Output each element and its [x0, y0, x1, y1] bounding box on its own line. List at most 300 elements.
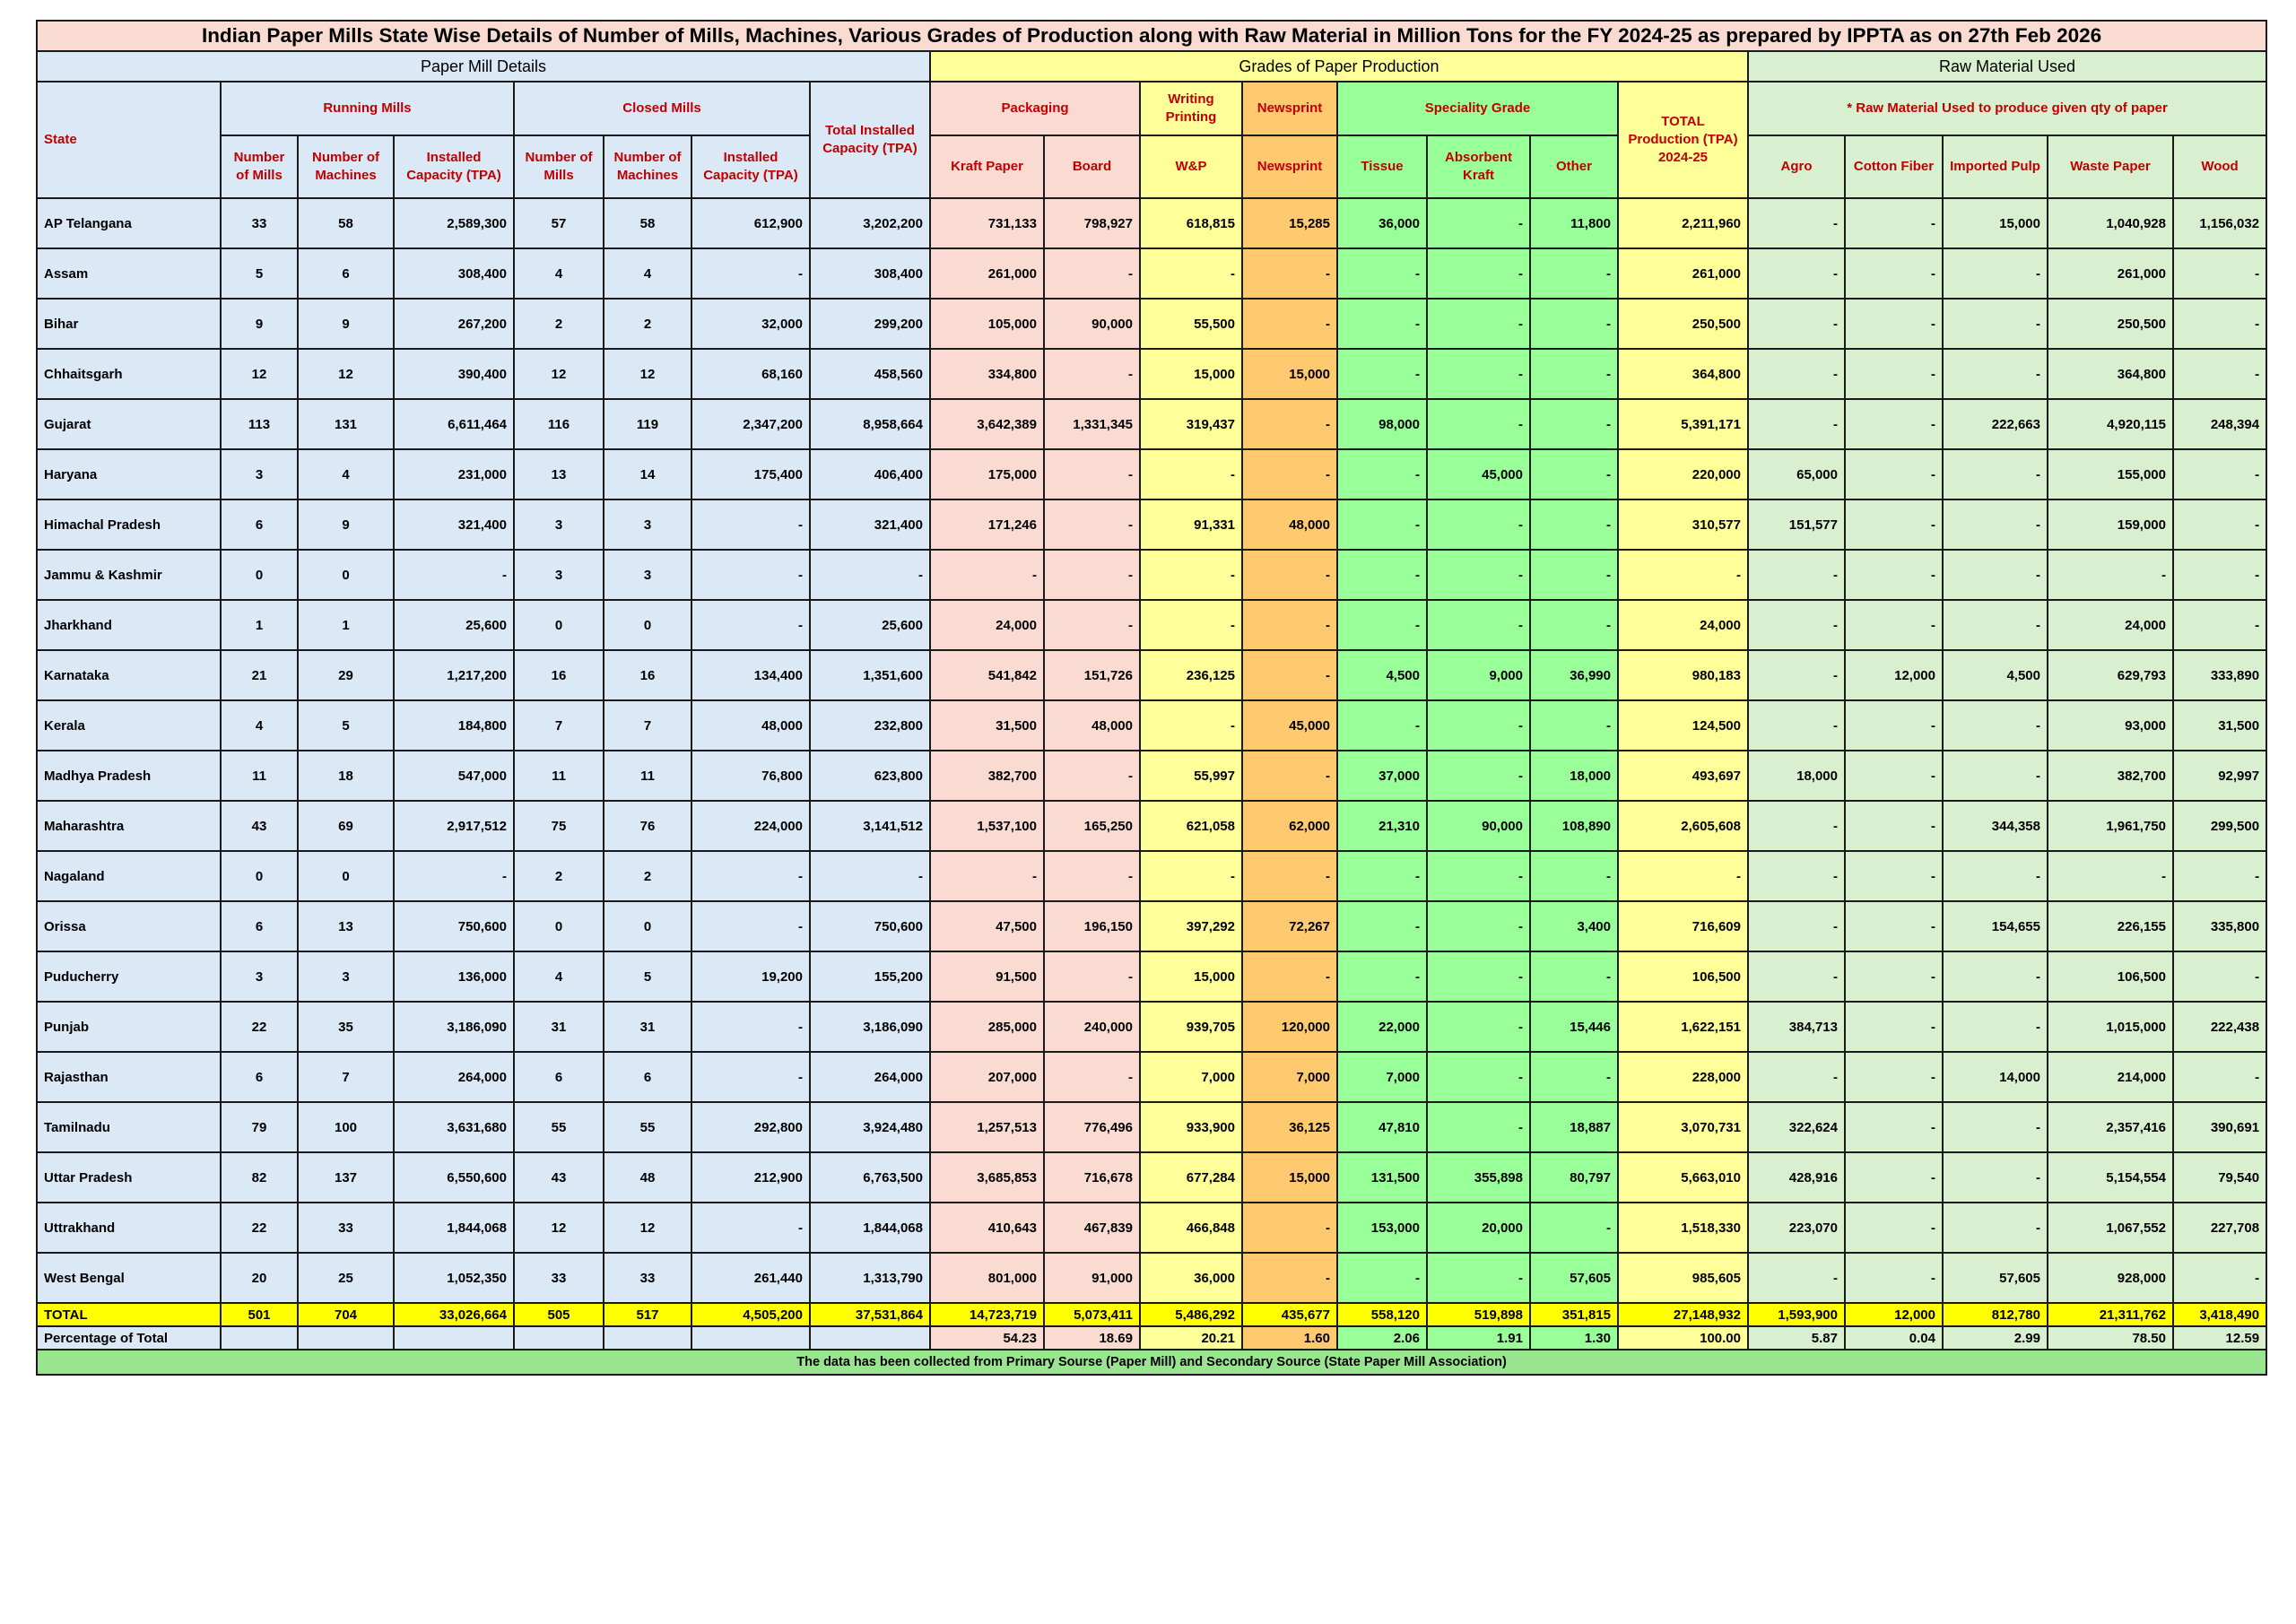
table-cell: 1,257,513 — [930, 1102, 1044, 1152]
table-cell: 19,200 — [691, 951, 810, 1002]
header-wp: W&P — [1140, 135, 1242, 198]
table-cell: 65,000 — [1748, 449, 1845, 499]
table-cell: 1,518,330 — [1618, 1203, 1748, 1253]
header-running-num-machines: Number of Machines — [298, 135, 394, 198]
table-cell: 18,887 — [1530, 1102, 1618, 1152]
table-cell: 90,000 — [1427, 801, 1530, 851]
table-cell: 1,844,068 — [810, 1203, 930, 1253]
table-cell: 3 — [514, 499, 604, 550]
table-cell: - — [691, 1052, 810, 1102]
header-closed-num-mills: Number of Mills — [514, 135, 604, 198]
table-cell: 105,000 — [930, 299, 1044, 349]
table-cell: 151,726 — [1044, 650, 1140, 700]
header-closed-installed-capacity: Installed Capacity (TPA) — [691, 135, 810, 198]
table-cell: - — [1530, 951, 1618, 1002]
table-cell: 355,898 — [1427, 1152, 1530, 1203]
group-raw-material-used: Raw Material Used — [1748, 51, 2266, 82]
table-cell: - — [1943, 700, 2048, 751]
table-cell: 108,890 — [1530, 801, 1618, 851]
table-cell: 3,202,200 — [810, 198, 930, 248]
table-cell: 91,331 — [1140, 499, 1242, 550]
table-cell: 364,800 — [1618, 349, 1748, 399]
table-cell: 812,780 — [1943, 1303, 2048, 1326]
table-row — [37, 801, 2266, 851]
table-cell: 134,400 — [691, 650, 810, 700]
table-cell: 1,052,350 — [394, 1253, 514, 1303]
state-name-cell: Kerala — [37, 700, 221, 751]
table-cell: 397,292 — [1140, 901, 1242, 951]
table-row — [37, 650, 2266, 700]
table-cell — [394, 1326, 514, 1350]
table-cell: 933,900 — [1140, 1102, 1242, 1152]
table-cell: 207,000 — [930, 1052, 1044, 1102]
table-cell: - — [1943, 1203, 2048, 1253]
table-cell: - — [1427, 851, 1530, 901]
table-cell: 4 — [221, 700, 298, 751]
table-cell: - — [1427, 600, 1530, 650]
table-cell: - — [691, 499, 810, 550]
percentage-row — [37, 1326, 2266, 1350]
table-cell: 14,723,719 — [930, 1303, 1044, 1326]
table-cell: 467,839 — [1044, 1203, 1140, 1253]
table-cell: - — [1530, 399, 1618, 449]
table-cell: 1,622,151 — [1618, 1002, 1748, 1052]
header-running-mills: Running Mills — [221, 82, 514, 135]
table-cell: - — [1845, 198, 1943, 248]
table-cell: 33,026,664 — [394, 1303, 514, 1326]
table-cell: 228,000 — [1618, 1052, 1748, 1102]
table-cell: 33 — [604, 1253, 691, 1303]
table-cell: 3,418,490 — [2173, 1303, 2266, 1326]
table-cell: 14 — [604, 449, 691, 499]
table-cell: 4 — [604, 248, 691, 299]
table-cell: - — [2173, 449, 2266, 499]
table-cell: 351,815 — [1530, 1303, 1618, 1326]
table-cell: - — [2173, 1253, 2266, 1303]
table-cell: 3,186,090 — [394, 1002, 514, 1052]
table-cell: 31,500 — [930, 700, 1044, 751]
table-cell: 153,000 — [1337, 1203, 1427, 1253]
table-cell: 119 — [604, 399, 691, 449]
table-row — [37, 550, 2266, 600]
table-cell: 435,677 — [1242, 1303, 1337, 1326]
table-cell: - — [1337, 550, 1427, 600]
table-cell: - — [1044, 951, 1140, 1002]
table-cell: 222,438 — [2173, 1002, 2266, 1052]
table-cell: 6,611,464 — [394, 399, 514, 449]
table-cell: 48,000 — [1242, 499, 1337, 550]
table-cell: 15,000 — [1943, 198, 2048, 248]
header-kraft-paper: Kraft Paper — [930, 135, 1044, 198]
table-cell: 240,000 — [1044, 1002, 1140, 1052]
table-cell: 18,000 — [1748, 751, 1845, 801]
table-cell: 6 — [604, 1052, 691, 1102]
table-cell: 3 — [221, 449, 298, 499]
header-total-installed-capacity: Total Installed Capacity (TPA) — [810, 82, 930, 198]
table-cell: 4,505,200 — [691, 1303, 810, 1326]
table-cell: - — [1427, 700, 1530, 751]
state-name-cell: Tamilnadu — [37, 1102, 221, 1152]
table-cell: 106,500 — [1618, 951, 1748, 1002]
state-name-cell: Karnataka — [37, 650, 221, 700]
table-cell: 116 — [514, 399, 604, 449]
table-cell: 1,040,928 — [2048, 198, 2173, 248]
table-cell: 12 — [604, 1203, 691, 1253]
table-cell: 45,000 — [1427, 449, 1530, 499]
table-cell: 384,713 — [1748, 1002, 1845, 1052]
table-cell: - — [1943, 951, 2048, 1002]
table-cell: 0 — [604, 600, 691, 650]
table-cell: 677,284 — [1140, 1152, 1242, 1203]
table-cell: 410,643 — [930, 1203, 1044, 1253]
table-cell: - — [1044, 751, 1140, 801]
table-cell: 335,800 — [2173, 901, 2266, 951]
table-cell: 7 — [298, 1052, 394, 1102]
table-cell: 333,890 — [2173, 650, 2266, 700]
table-cell: 57,605 — [1530, 1253, 1618, 1303]
table-cell: 4 — [514, 951, 604, 1002]
table-cell: 0 — [604, 901, 691, 951]
table-cell: - — [1140, 550, 1242, 600]
table-cell: 344,358 — [1943, 801, 2048, 851]
table-cell: 299,500 — [2173, 801, 2266, 851]
table-cell: 9,000 — [1427, 650, 1530, 700]
table-cell: - — [691, 851, 810, 901]
table-cell: 285,000 — [930, 1002, 1044, 1052]
table-cell: 21,311,762 — [2048, 1303, 2173, 1326]
table-cell: - — [1242, 449, 1337, 499]
table-cell: 113 — [221, 399, 298, 449]
table-cell: 5.87 — [1748, 1326, 1845, 1350]
table-cell: 2 — [514, 851, 604, 901]
header-raw-material-note: * Raw Material Used to produce given qty of paper — [1748, 82, 2266, 135]
table-row — [37, 600, 2266, 650]
table-cell: 2,917,512 — [394, 801, 514, 851]
table-cell: - — [1530, 1052, 1618, 1102]
table-cell: 750,600 — [810, 901, 930, 951]
table-cell: 0 — [514, 600, 604, 650]
table-cell: 250,500 — [2048, 299, 2173, 349]
table-cell: - — [1943, 1152, 2048, 1203]
table-row — [37, 299, 2266, 349]
table-cell: 58 — [604, 198, 691, 248]
table-cell: - — [1242, 650, 1337, 700]
table-row — [37, 751, 2266, 801]
table-cell: 75 — [514, 801, 604, 851]
table-cell: 93,000 — [2048, 700, 2173, 751]
table-cell: 382,700 — [930, 751, 1044, 801]
table-cell: - — [1337, 349, 1427, 399]
table-cell: 5,154,554 — [2048, 1152, 2173, 1203]
table-cell: 6 — [221, 499, 298, 550]
table-cell: - — [1530, 299, 1618, 349]
table-row — [37, 499, 2266, 550]
table-cell: - — [1337, 248, 1427, 299]
table-cell: 12,000 — [1845, 650, 1943, 700]
table-cell: - — [1242, 399, 1337, 449]
table-cell: 517 — [604, 1303, 691, 1326]
table-cell: - — [691, 550, 810, 600]
table-cell: 21,310 — [1337, 801, 1427, 851]
table-cell: - — [1530, 600, 1618, 650]
table-cell: - — [1845, 801, 1943, 851]
table-cell: 79 — [221, 1102, 298, 1152]
state-name-cell: Himachal Pradesh — [37, 499, 221, 550]
table-cell: - — [1748, 600, 1845, 650]
state-name-cell: Haryana — [37, 449, 221, 499]
table-cell: 13 — [298, 901, 394, 951]
state-name-cell: Maharashtra — [37, 801, 221, 851]
table-cell: 196,150 — [1044, 901, 1140, 951]
table-cell: 3,070,731 — [1618, 1102, 1748, 1152]
table-cell: - — [1845, 951, 1943, 1002]
table-cell: 1,351,600 — [810, 650, 930, 700]
table-cell: - — [1748, 550, 1845, 600]
table-cell: - — [1242, 299, 1337, 349]
table-row — [37, 1052, 2266, 1102]
table-cell: - — [1242, 751, 1337, 801]
table-cell: 519,898 — [1427, 1303, 1530, 1326]
table-cell: - — [1427, 198, 1530, 248]
table-cell: - — [1845, 1203, 1943, 1253]
table-cell: 12 — [298, 349, 394, 399]
table-cell: 120,000 — [1242, 1002, 1337, 1052]
header-tissue: Tissue — [1337, 135, 1427, 198]
table-cell: 106,500 — [2048, 951, 2173, 1002]
table-cell: - — [1427, 399, 1530, 449]
table-cell: 43 — [514, 1152, 604, 1203]
table-cell: 22,000 — [1337, 1002, 1427, 1052]
table-cell: 45,000 — [1242, 700, 1337, 751]
table-cell: 11 — [514, 751, 604, 801]
table-cell: - — [1530, 851, 1618, 901]
table-cell: 14,000 — [1943, 1052, 2048, 1102]
table-cell: - — [1044, 449, 1140, 499]
table-row — [37, 198, 2266, 248]
table-row — [37, 1002, 2266, 1052]
table-cell: 5,391,171 — [1618, 399, 1748, 449]
table-cell: - — [1427, 1253, 1530, 1303]
table-cell: 214,000 — [2048, 1052, 2173, 1102]
table-cell: - — [1845, 1002, 1943, 1052]
table-cell: 6 — [514, 1052, 604, 1102]
table-cell: - — [930, 550, 1044, 600]
table-title: Indian Paper Mills State Wise Details of Number of Mills, Machines, Various Grades of Production along with Raw Material in Million Tons for the FY 2024-25 as prepared by IPPTA as on 27th Feb 2026 — [37, 21, 2266, 51]
table-cell: 55 — [604, 1102, 691, 1152]
table-cell — [514, 1326, 604, 1350]
table-cell: - — [1427, 349, 1530, 399]
table-cell: 9 — [221, 299, 298, 349]
table-cell: - — [1845, 901, 1943, 951]
table-cell: 0 — [514, 901, 604, 951]
table-cell: - — [1618, 851, 1748, 901]
table-cell: 37,531,864 — [810, 1303, 930, 1326]
table-row — [37, 399, 2266, 449]
table-cell: 7 — [604, 700, 691, 751]
table-cell: - — [1337, 449, 1427, 499]
table-cell: - — [1845, 1102, 1943, 1152]
table-cell: 18,000 — [1530, 751, 1618, 801]
table-cell: 928,000 — [2048, 1253, 2173, 1303]
table-cell: 3 — [514, 550, 604, 600]
group-grades-of-production: Grades of Paper Production — [930, 51, 1748, 82]
state-name-cell: Percentage of Total — [37, 1326, 221, 1350]
table-cell: 501 — [221, 1303, 298, 1326]
table-cell: - — [1845, 499, 1943, 550]
table-cell — [604, 1326, 691, 1350]
table-cell: 458,560 — [810, 349, 930, 399]
table-cell: - — [1845, 851, 1943, 901]
group-paper-mill-details: Paper Mill Details — [37, 51, 930, 82]
table-cell: 5 — [221, 248, 298, 299]
state-name-cell: Jammu & Kashmir — [37, 550, 221, 600]
table-row — [37, 449, 2266, 499]
header-waste-paper: Waste Paper — [2048, 135, 2173, 198]
table-cell: - — [1943, 349, 2048, 399]
table-cell: 0.04 — [1845, 1326, 1943, 1350]
table-cell: 1.91 — [1427, 1326, 1530, 1350]
table-cell: - — [1748, 851, 1845, 901]
table-cell: 1,313,790 — [810, 1253, 930, 1303]
table-cell: - — [1748, 399, 1845, 449]
table-cell — [221, 1326, 298, 1350]
table-cell: - — [1845, 550, 1943, 600]
table-cell: 6,763,500 — [810, 1152, 930, 1203]
table-cell: - — [1845, 349, 1943, 399]
footnote: The data has been collected from Primary Sourse (Paper Mill) and Secondary Source (State Paper Mill Association) — [37, 1350, 2266, 1375]
table-cell: 985,605 — [1618, 1253, 1748, 1303]
table-cell: 227,708 — [2173, 1203, 2266, 1253]
table-body — [37, 198, 2266, 1350]
table-cell: 24,000 — [1618, 600, 1748, 650]
table-cell: 80,797 — [1530, 1152, 1618, 1203]
table-cell: 308,400 — [394, 248, 514, 299]
table-cell: 3,141,512 — [810, 801, 930, 851]
state-name-cell: Assam — [37, 248, 221, 299]
table-row — [37, 1102, 2266, 1152]
table-cell: - — [1044, 349, 1140, 399]
table-cell: 3,642,389 — [930, 399, 1044, 449]
table-cell: 131 — [298, 399, 394, 449]
table-cell: 1,331,345 — [1044, 399, 1140, 449]
table-cell: - — [1427, 248, 1530, 299]
table-cell: 541,842 — [930, 650, 1044, 700]
table-cell: - — [1845, 399, 1943, 449]
header-running-installed-capacity: Installed Capacity (TPA) — [394, 135, 514, 198]
table-row — [37, 248, 2266, 299]
table-cell: - — [1943, 851, 2048, 901]
header-cotton-fiber: Cotton Fiber — [1845, 135, 1943, 198]
table-cell: 248,394 — [2173, 399, 2266, 449]
table-cell: 6 — [221, 901, 298, 951]
table-cell: - — [1845, 600, 1943, 650]
table-cell: 25,600 — [810, 600, 930, 650]
table-cell: - — [1140, 851, 1242, 901]
table-cell: 31 — [604, 1002, 691, 1052]
table-cell: 15,000 — [1242, 1152, 1337, 1203]
table-cell: - — [1748, 198, 1845, 248]
table-cell: - — [2173, 600, 2266, 650]
table-cell: - — [1427, 901, 1530, 951]
table-cell: - — [691, 1203, 810, 1253]
table-cell: - — [1845, 299, 1943, 349]
table-cell: 62,000 — [1242, 801, 1337, 851]
table-cell: 3,186,090 — [810, 1002, 930, 1052]
table-cell: - — [1044, 499, 1140, 550]
state-name-cell: AP Telangana — [37, 198, 221, 248]
table-row — [37, 1203, 2266, 1253]
table-cell: 390,691 — [2173, 1102, 2266, 1152]
table-cell: 33 — [298, 1203, 394, 1253]
table-cell: 15,000 — [1140, 951, 1242, 1002]
table-cell: 171,246 — [930, 499, 1044, 550]
table-cell: 55,500 — [1140, 299, 1242, 349]
table-cell: 261,000 — [2048, 248, 2173, 299]
header-newsprint: Newsprint — [1242, 135, 1337, 198]
table-cell: - — [1943, 299, 2048, 349]
table-cell: 16 — [604, 650, 691, 700]
state-name-cell: Gujarat — [37, 399, 221, 449]
table-cell: - — [1337, 901, 1427, 951]
table-row — [37, 700, 2266, 751]
table-cell: 20.21 — [1140, 1326, 1242, 1350]
header-other: Other — [1530, 135, 1618, 198]
table-cell: 6,550,600 — [394, 1152, 514, 1203]
table-cell: 151,577 — [1748, 499, 1845, 550]
table-cell: 21 — [221, 650, 298, 700]
table-cell: - — [1943, 499, 2048, 550]
table-cell: 623,800 — [810, 751, 930, 801]
table-cell: - — [1427, 1002, 1530, 1052]
table-cell: 12,000 — [1845, 1303, 1943, 1326]
table-cell: 222,663 — [1943, 399, 2048, 449]
table-cell: 31,500 — [2173, 700, 2266, 751]
table-cell: 37,000 — [1337, 751, 1427, 801]
table-cell: - — [1748, 901, 1845, 951]
table-cell: 629,793 — [2048, 650, 2173, 700]
table-cell: - — [1427, 299, 1530, 349]
table-cell: - — [1427, 751, 1530, 801]
table-cell: 5,486,292 — [1140, 1303, 1242, 1326]
table-cell: 155,200 — [810, 951, 930, 1002]
table-cell: 322,624 — [1748, 1102, 1845, 1152]
table-cell: 3 — [298, 951, 394, 1002]
state-name-cell: Madhya Pradesh — [37, 751, 221, 801]
table-cell: 308,400 — [810, 248, 930, 299]
table-cell: 5 — [604, 951, 691, 1002]
table-cell: 1,593,900 — [1748, 1303, 1845, 1326]
table-cell: 750,600 — [394, 901, 514, 951]
table-cell: 55,997 — [1140, 751, 1242, 801]
header-newsprint-group: Newsprint — [1242, 82, 1337, 135]
table-cell: 35 — [298, 1002, 394, 1052]
table-cell: 12.59 — [2173, 1326, 2266, 1350]
table-cell: - — [1943, 751, 2048, 801]
table-cell: - — [1748, 951, 1845, 1002]
table-cell: 3,685,853 — [930, 1152, 1044, 1203]
table-cell: 250,500 — [1618, 299, 1748, 349]
state-name-cell: Bihar — [37, 299, 221, 349]
table-cell: - — [394, 550, 514, 600]
table-cell: 22 — [221, 1002, 298, 1052]
table-cell: - — [2048, 550, 2173, 600]
table-cell: 54.23 — [930, 1326, 1044, 1350]
table-cell: - — [1242, 1253, 1337, 1303]
table-cell: 310,577 — [1618, 499, 1748, 550]
table-cell: 32,000 — [691, 299, 810, 349]
table-cell: 48,000 — [1044, 700, 1140, 751]
table-cell: 1,067,552 — [2048, 1203, 2173, 1253]
